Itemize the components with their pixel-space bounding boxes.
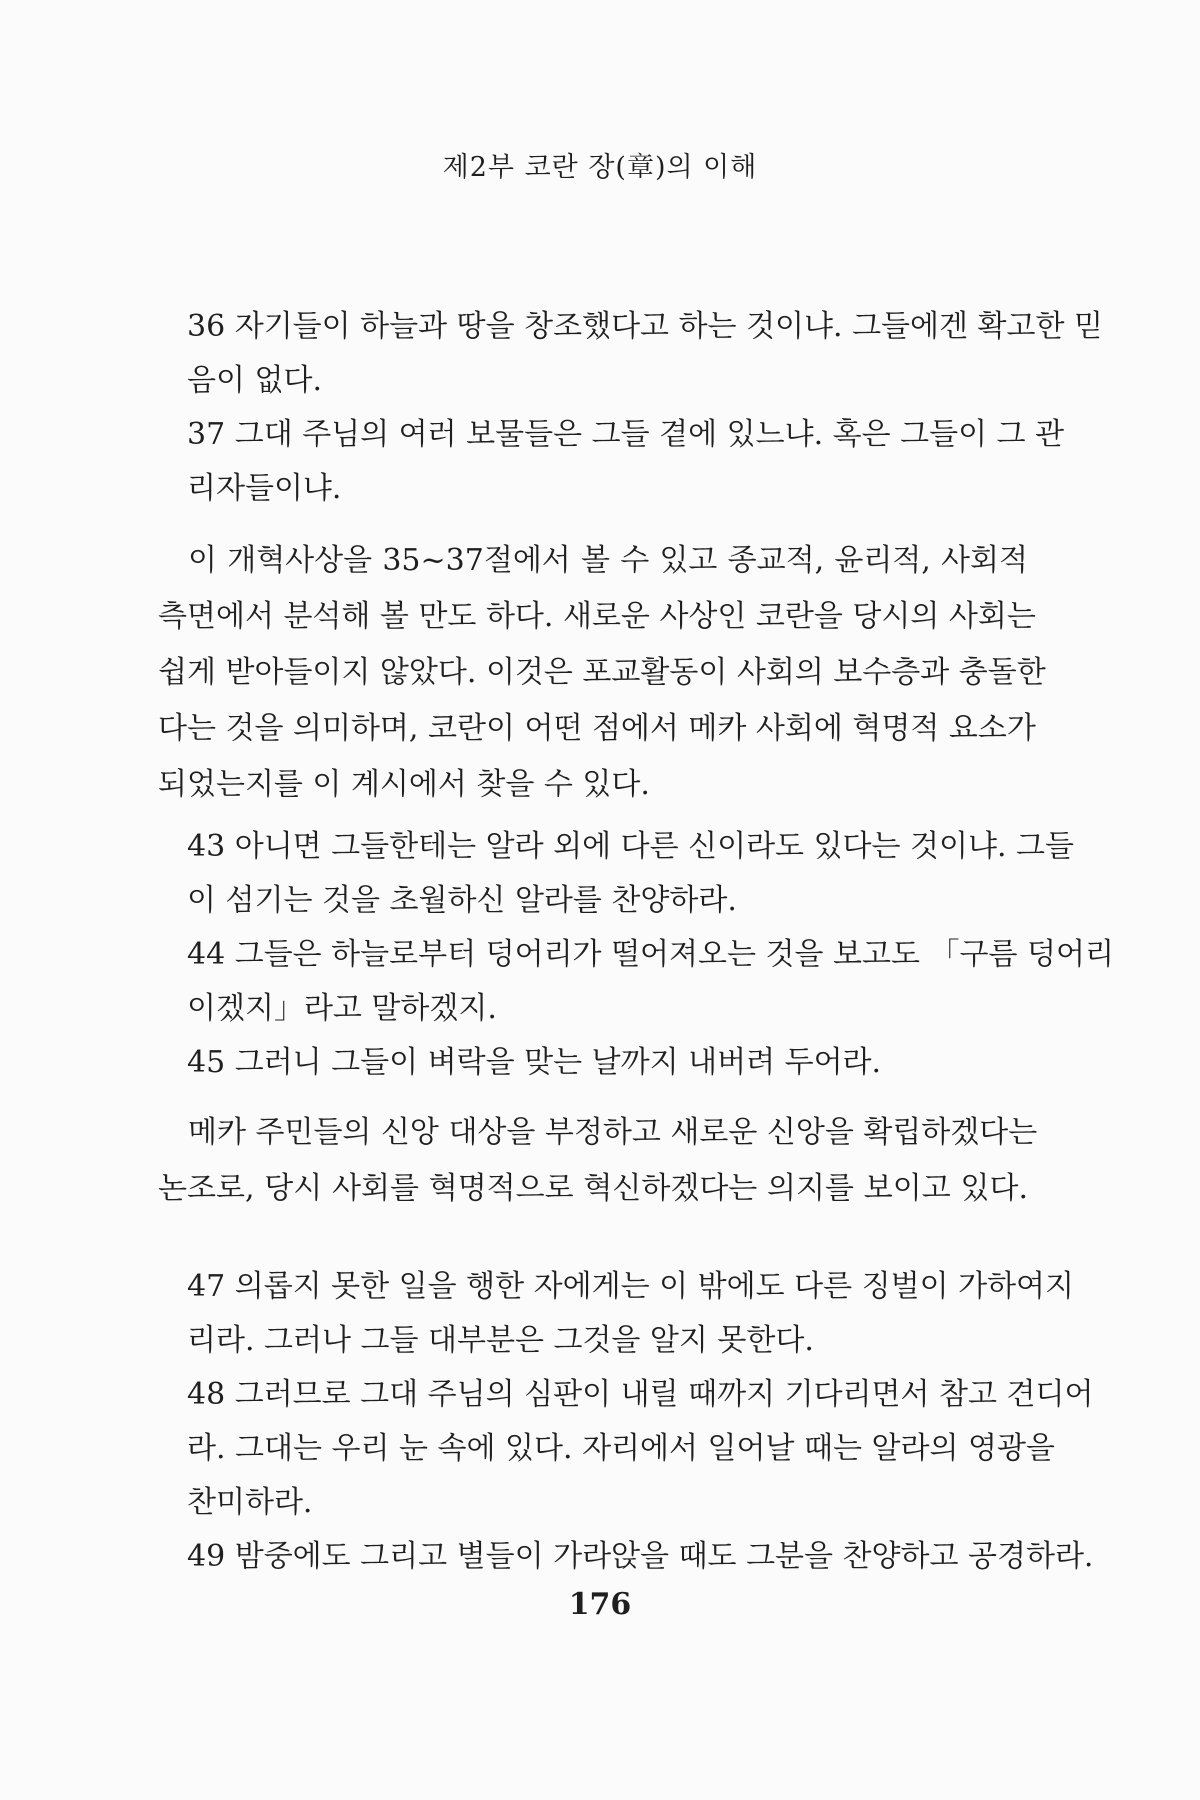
- verse-line: 37 그대 주님의 여러 보물들은 그들 곁에 있느냐. 혹은 그들이 그 관: [187, 417, 1065, 452]
- verse-line: 48 그러므로 그대 주님의 심판이 내릴 때까지 기다리면서 참고 견디어: [187, 1377, 1094, 1412]
- verse-line: 찬미하라.: [187, 1485, 313, 1520]
- commentary-paragraph-1: [158, 533, 1046, 813]
- verse-block-43-45: [187, 820, 1114, 1090]
- verse-line: 43 아니면 그들한테는 알라 외에 다른 신이라도 있다는 것이냐. 그들: [187, 829, 1075, 864]
- paragraph-line: 논조로, 당시 사회를 혁명적으로 혁신하겠다는 의지를 보이고 있다.: [158, 1171, 1028, 1206]
- verse-line: 36 자기들이 하늘과 땅을 창조했다고 하는 것이냐. 그들에겐 확고한 믿: [187, 309, 1103, 344]
- verse-line: 라. 그대는 우리 눈 속에 있다. 자리에서 일어날 때는 알라의 영광을: [187, 1431, 1055, 1466]
- verse-line: 리라. 그러나 그들 대부분은 그것을 알지 못한다.: [187, 1323, 814, 1358]
- verse-line: 44 그들은 하늘로부터 덩어리가 떨어져오는 것을 보고도 「구름 덩어리: [187, 937, 1114, 972]
- verse-line: 47 의롭지 못한 일을 행한 자에게는 이 밖에도 다른 징벌이 가하여지: [187, 1269, 1075, 1304]
- paragraph-line: 메카 주민들의 신앙 대상을 부정하고 새로운 신앙을 확립하겠다는: [188, 1115, 1038, 1150]
- verse-line: 45 그러니 그들이 벼락을 맞는 날까지 내버려 두어라.: [187, 1045, 882, 1080]
- verse-block-36-37: [187, 300, 1103, 516]
- verse-line: 이겠지」라고 말하겠지.: [187, 991, 497, 1026]
- verse-line: 리자들이냐.: [187, 471, 342, 506]
- paragraph-line: 측면에서 분석해 볼 만도 하다. 새로운 사상인 코란을 당시의 사회는: [158, 599, 1036, 634]
- paragraph-line: 되었는지를 이 계시에서 찾을 수 있다.: [158, 767, 650, 802]
- verse-block-47-49: [187, 1260, 1094, 1584]
- paragraph-line: 쉽게 받아들이지 않았다. 이것은 포교활동이 사회의 보수층과 충돌한: [158, 655, 1046, 690]
- page-number: 176: [568, 1587, 632, 1622]
- verse-line: 이 섬기는 것을 초월하신 알라를 찬양하라.: [187, 883, 737, 918]
- paragraph-line: 이 개혁사상을 35~37절에서 볼 수 있고 종교적, 윤리적, 사회적: [188, 543, 1028, 578]
- paragraph-line: 다는 것을 의미하며, 코란이 어떤 점에서 메카 사회에 혁명적 요소가: [158, 711, 1036, 746]
- running-title: 제2부 코란 장(章)의 이해: [442, 152, 758, 183]
- verse-line: 49 밤중에도 그리고 별들이 가라앉을 때도 그분을 찬양하고 공경하라.: [187, 1539, 1094, 1574]
- commentary-paragraph-2: [158, 1105, 1038, 1217]
- verse-line: 음이 없다.: [187, 363, 322, 398]
